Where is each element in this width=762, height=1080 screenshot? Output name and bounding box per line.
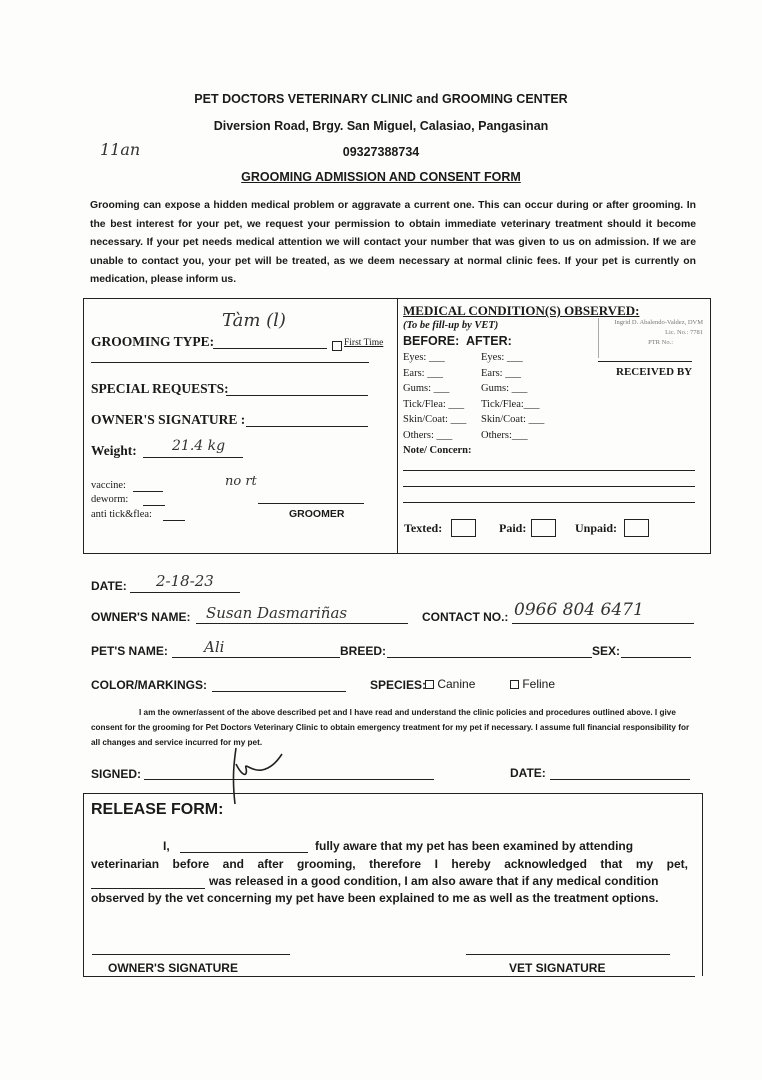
clinic-phone: 09327388734	[342, 145, 420, 159]
unpaid-label: Unpaid:	[575, 521, 618, 535]
grooming-type-label: GROOMING TYPE:	[91, 334, 215, 349]
owner-name-line[interactable]	[196, 623, 408, 624]
paid-checkbox[interactable]	[531, 519, 556, 537]
contact-line[interactable]	[512, 623, 694, 624]
release-left-border	[83, 793, 84, 976]
note-line-3[interactable]	[403, 502, 695, 503]
deworm-line[interactable]	[143, 505, 165, 506]
release-line3: was released in a good condition, I am also aware that if any medical condition	[209, 874, 659, 888]
deworm-label: deworm:	[91, 494, 129, 505]
after-tick-flea: Tick/Flea:___	[481, 398, 540, 410]
grooming-type-line-2	[91, 362, 369, 363]
release-owner-name-line[interactable]	[180, 852, 308, 853]
species-feline-option[interactable]	[510, 677, 555, 691]
owner-name-label: OWNER'S NAME:	[91, 610, 191, 624]
contact-label: CONTACT NO.:	[422, 610, 509, 624]
release-owner-sig-label: OWNER'S SIGNATURE	[108, 961, 238, 975]
unpaid-checkbox[interactable]	[624, 519, 649, 537]
weight-value: 21.4 kg	[172, 438, 226, 454]
consent-date-line[interactable]	[550, 779, 690, 780]
groomer-line[interactable]	[258, 503, 364, 504]
pet-name-line[interactable]	[172, 657, 340, 658]
sex-line[interactable]	[621, 657, 691, 658]
handwritten-note: 11an	[100, 140, 141, 159]
release-line2: veterinarian before and after grooming, therefore I hereby acknowledged that my pet,	[91, 857, 688, 871]
release-line1: fully aware that my pet has been examined by attending	[315, 839, 634, 853]
after-list	[481, 350, 544, 444]
release-line1-prefix: I,	[163, 839, 170, 853]
release-bottom-border	[83, 976, 695, 977]
release-right-border	[702, 793, 703, 976]
date-value: 2-18-23	[156, 572, 214, 590]
release-vet-sig-line[interactable]	[466, 954, 670, 955]
consent-paragraph: I am the owner/assent of the above described pet and I have read and understand the clinic policies and procedures outlined above. I give consent for the grooming for Pet Doctors Veterinary Clinic to obtain emergency treatment for my pet if necessary. I assume full financial responsibility for all changes and service incurred for my pet.	[91, 708, 690, 747]
special-requests-line[interactable]	[226, 395, 368, 396]
feline-label: Feline	[522, 677, 556, 691]
date-label: DATE:	[91, 579, 127, 593]
after-skin-coat: Skin/Coat: ___	[481, 414, 545, 426]
medical-condition-subtitle: (To be fill-up by VET)	[403, 320, 499, 331]
color-markings-line[interactable]	[212, 691, 346, 692]
owner-signature-label: OWNER'S SIGNATURE :	[91, 412, 246, 427]
canine-checkbox[interactable]	[425, 680, 434, 689]
contact-value: 0966 804 6471	[514, 600, 644, 620]
before-label: BEFORE:	[403, 334, 460, 348]
clinic-address: Diversion Road, Brgy. San Miguel, Calasiao, Pangasinan	[213, 119, 549, 133]
release-top-border	[83, 793, 703, 794]
pet-name-label: PET'S NAME:	[91, 644, 168, 658]
weight-label: Weight:	[91, 443, 137, 458]
after-label: AFTER:	[466, 334, 512, 348]
vaccine-label: vaccine:	[91, 480, 126, 491]
release-owner-sig-line[interactable]	[92, 954, 290, 955]
before-gums: Gums: ___	[403, 383, 450, 395]
breed-label: BREED:	[340, 644, 387, 658]
intro-paragraph: Grooming can expose a hidden medical problem or aggravate a current one. This can occur during or after grooming. In the best interest for your pet, we request your permission to obtain immediate veterinary treatment should it become necessary. If your pet needs medical attention we will contact your number that was given to us on admission. If we are unable to contact you, your pet will be treated, as we deem necessary at normal clinic fees. If your pet is currently on medication, please inform us.	[90, 200, 696, 285]
color-markings-label: COLOR/MARKINGS:	[91, 678, 207, 692]
received-by-line[interactable]	[598, 361, 692, 362]
grooming-type-value: Tàm (l)	[222, 310, 286, 331]
vaccine-line[interactable]	[133, 491, 163, 492]
before-eyes: Eyes: ___	[403, 352, 445, 363]
note-line-1[interactable]	[403, 470, 695, 471]
texted-label: Texted:	[404, 521, 443, 535]
box-divider	[397, 299, 398, 553]
paid-label: Paid:	[499, 521, 527, 535]
after-eyes: Eyes: ___	[481, 352, 523, 363]
vet-stamp	[598, 318, 703, 358]
before-list	[403, 350, 466, 444]
anti-tick-line[interactable]	[163, 520, 185, 521]
after-ears: Ears: ___	[481, 367, 521, 379]
after-others: Others:___	[481, 429, 528, 441]
owner-signature-scribble	[222, 740, 292, 810]
after-gums: Gums: ___	[481, 383, 528, 395]
stamp-line-1: Ingrid D. Abalendo-Valdez, DVM	[614, 319, 703, 326]
sex-label: SEX:	[592, 644, 621, 658]
note-concern-label: Note/ Concern:	[403, 445, 472, 456]
signed-label: SIGNED:	[91, 767, 142, 781]
groomer-label: GROOMER	[289, 508, 345, 520]
before-skin-coat: Skin/Coat: ___	[403, 414, 467, 426]
species-canine-option[interactable]	[425, 677, 475, 691]
pet-name-value: Ali	[204, 638, 225, 656]
release-pet-name-line[interactable]	[91, 888, 205, 889]
stamp-line-2: Lic. No.: 7781	[665, 329, 703, 336]
before-ears: Ears: ___	[403, 367, 443, 379]
species-label: SPECIES:	[370, 678, 427, 692]
vaccine-value: no rt	[225, 474, 257, 489]
owner-signature-line[interactable]	[246, 426, 368, 427]
feline-checkbox[interactable]	[510, 680, 519, 689]
received-by-label: RECEIVED BY	[616, 366, 693, 378]
consent-date-label: DATE:	[510, 766, 546, 780]
first-time-checkbox[interactable]	[332, 337, 342, 355]
note-line-2[interactable]	[403, 486, 695, 487]
special-requests-label: SPECIAL REQUESTS:	[91, 381, 229, 396]
before-others: Others: ___	[403, 429, 453, 441]
texted-checkbox[interactable]	[451, 519, 476, 537]
first-time-label: First Time	[344, 338, 384, 348]
form-title: GROOMING ADMISSION AND CONSENT FORM	[241, 170, 521, 184]
breed-line[interactable]	[387, 657, 592, 658]
canine-label: Canine	[437, 677, 476, 691]
date-line[interactable]	[130, 592, 240, 593]
release-line4: observed by the vet concerning my pet have been explained to me as well as the treatment options.	[91, 891, 659, 905]
anti-tick-label: anti tick&flea:	[91, 509, 152, 520]
owner-name-value: Susan Dasmariñas	[206, 604, 348, 622]
release-vet-sig-label: VET SIGNATURE	[509, 961, 606, 975]
clinic-name: PET DOCTORS VETERINARY CLINIC and GROOMING CENTER	[194, 92, 568, 106]
weight-line[interactable]	[143, 457, 243, 458]
before-tick-flea: Tick/Flea: ___	[403, 398, 465, 410]
grooming-type-line[interactable]	[213, 348, 327, 349]
release-form-title: RELEASE FORM:	[91, 801, 224, 818]
stamp-line-3: PTR No.:	[648, 339, 673, 346]
medical-condition-title: MEDICAL CONDITION(S) OBSERVED:	[403, 303, 640, 318]
